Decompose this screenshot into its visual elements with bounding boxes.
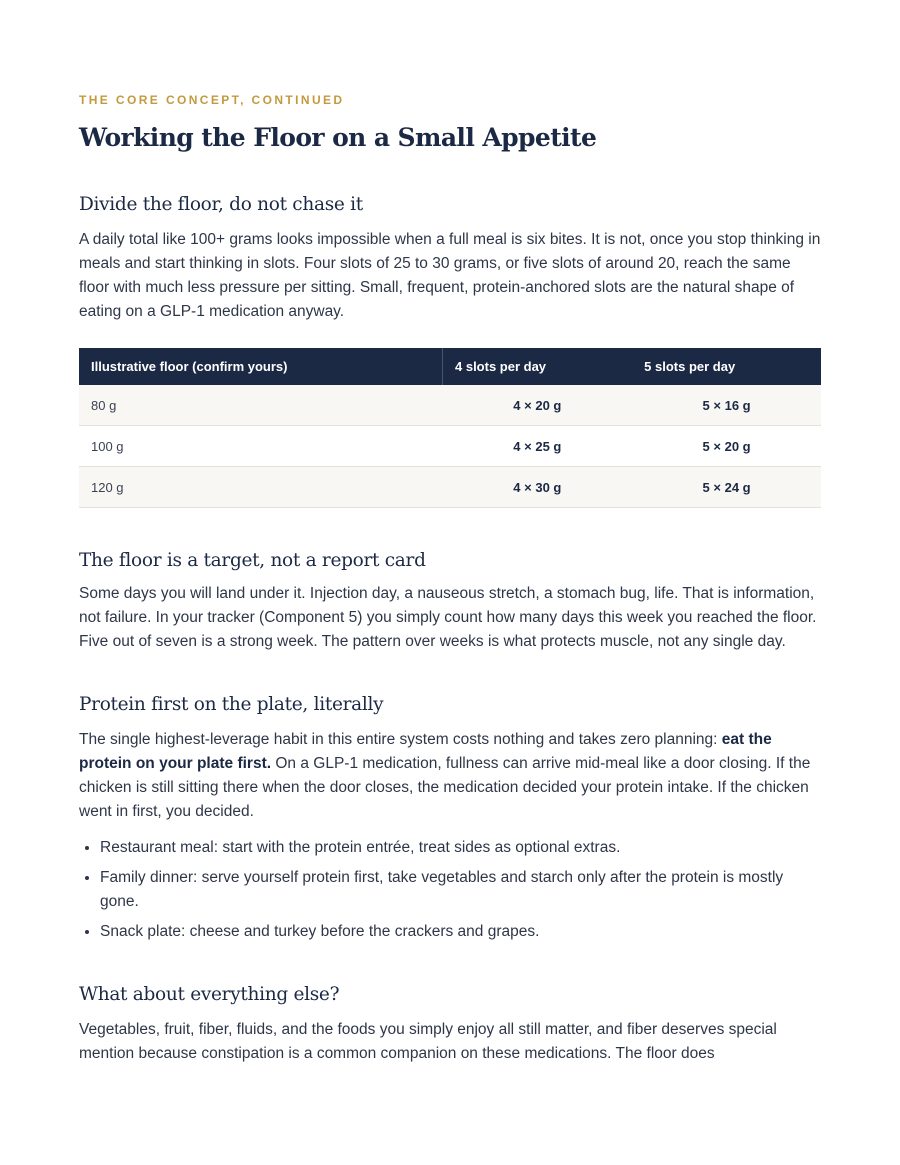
paragraph-text: The single highest-leverage habit in this entire system costs nothing and takes zero planning: [79,731,722,748]
table-header-4-slots: 4 slots per day [443,348,633,385]
table-cell-4-slots: 4 × 30 g [443,467,633,508]
table-header-5-slots: 5 slots per day [632,348,821,385]
table-cell-5-slots: 5 × 16 g [632,385,821,426]
section-paragraph-everything-else: Vegetables, fruit, fiber, fluids, and the foods you simply enjoy all still matter, and fiber deserves special mention because constipation is a common companion on these medications. The floor does [79,1021,777,1062]
table-header-row [79,348,821,385]
table-row [79,385,821,426]
paragraph-emphasis: eat the protein on your plate first. [79,731,772,772]
section-heading-divide-floor: Divide the floor, do not chase it [79,194,363,215]
page-title: Working the Floor on a Small Appetite [79,123,597,152]
table-row [79,426,821,467]
table-cell-5-slots: 5 × 20 g [632,426,821,467]
section-paragraph-target: Some days you will land under it. Injection day, a nauseous stretch, a stomach bug, life. That is information, not failure. In your tracker (Component 5) you simply count how many days this week you reached the floor. Five out of seven is a strong week. The pattern over weeks is what protects muscle, not any single day. [79,585,817,650]
table-cell-floor: 80 g [79,385,443,426]
floor-slots-table [79,348,821,508]
table-cell-floor: 100 g [79,426,443,467]
section-paragraph-divide-floor: A daily total like 100+ grams looks impossible when a full meal is six bites. It is not, once you stop thinking in meals and start thinking in slots. Four slots of 25 to 30 grams, or five slots of around 20, reach the same floor with much less pressure per sitting. Small, frequent, protein-anchored slots are the natural shape of eating on a GLP-1 medication anyway. [79,231,821,320]
section-heading-everything-else: What about everything else? [79,984,340,1005]
section-paragraph-protein-first [79,728,821,824]
table-cell-floor: 120 g [79,467,443,508]
list-item: • Family dinner: serve yourself protein first, take vegetables and starch only after the protein is mostly gone. [100,866,821,914]
table-cell-4-slots: 4 × 25 g [443,426,633,467]
list-item: • Restaurant meal: start with the protein entrée, treat sides as optional extras. [100,836,821,860]
protein-first-bullet-list [79,836,821,944]
table-cell-4-slots: 4 × 20 g [443,385,633,426]
table-header-floor: Illustrative floor (confirm yours) [79,348,443,385]
section-heading-target: The floor is a target, not a report card [79,550,426,571]
paragraph-text: On a GLP-1 medication, fullness can arrive mid-meal like a door closing. If the chicken is still sitting there when the door closes, the medication decided your protein intake. If the chicken went in first, you decided. [79,755,811,820]
page-content [79,93,821,1066]
section-heading-protein-first: Protein first on the plate, literally [79,694,384,715]
section-eyebrow: THE CORE CONCEPT, CONTINUED [79,93,345,107]
list-item: • Snack plate: cheese and turkey before the crackers and grapes. [100,920,821,944]
table-cell-5-slots: 5 × 24 g [632,467,821,508]
table-row [79,467,821,508]
